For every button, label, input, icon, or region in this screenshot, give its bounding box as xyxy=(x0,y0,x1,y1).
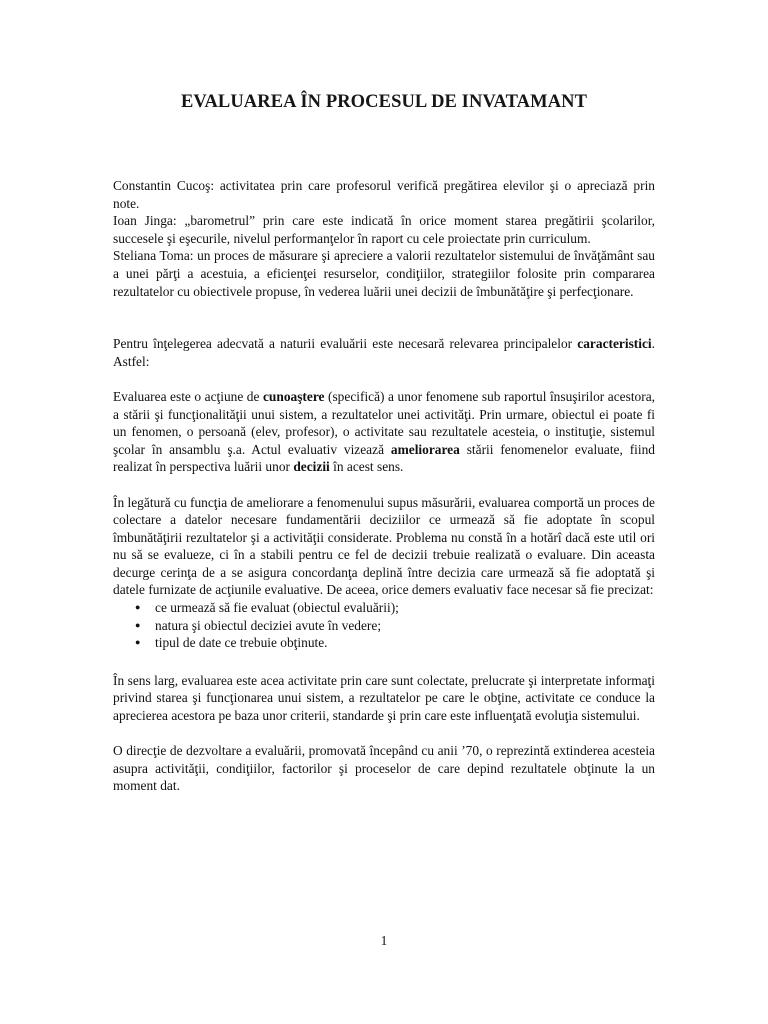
definition-cucos: Constantin Cucoş: activitatea prin care profesorul verifică pregătirea elevilor şi o apreciază prin note. xyxy=(113,178,655,211)
intro-bold-term: caracteristici xyxy=(577,336,652,352)
page-number: 1 xyxy=(380,933,388,948)
intro-paragraph xyxy=(113,335,655,370)
paragraph-directie: O direcţie de dezvoltare a evaluării, promovată începând cu anii ’70, o reprezintă extinderea acesteia asupra activităţii, condiţiilor, factorilor şi proceselor de care depind rezultatele obţinute la un moment dat. xyxy=(113,743,655,794)
page-title: EVALUAREA ÎN PROCESUL DE INVATAMANT xyxy=(180,92,588,112)
paragraph-cunoastere xyxy=(113,388,655,476)
p1-bold-cunoastere: cunoaştere xyxy=(262,388,325,404)
p1-text-4: în acest sens. xyxy=(329,459,404,475)
definition-toma: Steliana Toma: un proces de măsurare şi apreciere a valorii rezultatelor sistemului de învăţământ sau a unei părţi a acestuia, a eficienţei resurselor, condiţiilor, strategiilor folosite prin compararea rezultatelor cu obiectivele propuse, în vederea luării unei decizii de îmbunătăţire şi perfecţionare. xyxy=(113,248,655,299)
bullet-list xyxy=(113,599,655,652)
list-item: ● tipul de date ce trebuie obţinute. xyxy=(135,634,655,652)
definition-jinga: Ioan Jinga: „barometrul” prin care este indicată în orice moment starea pregătirii şcolarilor, succesele şi eşecurile, nivelul performanţelor în raport cu cele proiectate prin curriculum. xyxy=(113,213,655,246)
document-body xyxy=(113,177,655,795)
intro-text-before: Pentru înţelegerea adecvată a naturii evaluării este necesară relevarea principalelor xyxy=(113,336,578,352)
list-item: ● natura şi obiectul deciziei avute în vedere; xyxy=(135,617,655,635)
p1-text-1: Evaluarea este o acţiune de xyxy=(113,388,263,404)
paragraph-sens-larg: În sens larg, evaluarea este acea activitate prin care sunt colectate, prelucrate şi interpretate informaţi privind starea şi funcţionarea unui sistem, a rezultatelor pe care le obţine, activitate ce conduce la aprecierea acestora pe baza unor criterii, standarde şi prin care este influenţată evoluţia sistemului. xyxy=(113,672,655,724)
p1-bold-ameliorarea: ameliorarea xyxy=(390,441,460,457)
p1-text-3: stării fenomenelor evaluate, fiind realizat în perspectiva luării unor xyxy=(113,441,656,475)
p1-text-2: (specifică) a unor fenomene sub raportul însuşirilor acestora, a stării şi funcţionalităţii unui sistem, a rezultatelor unei activităţi. Prin urmare, obiectul ei poate fi un fenomen, o persoană (elev, profesor), o activitate sau rezultatele acesteia, o instituţie, sistemul şcolar în ansamblu ş.a. Actul evaluativ vizează xyxy=(113,388,655,457)
list-item: ● ce urmează să fie evaluat (obiectul evaluării); xyxy=(135,599,655,617)
paragraph-ameliorare: În legătură cu funcţia de ameliorare a fenomenului supus măsurării, evaluarea comportă un proces de colectare a datelor necesare fundamentării deciziilor ce urmează să fie adoptate în scopul îmbunătăţirii rezultatelor şi a activităţii considerate. Problema nu constă în a hotărî dacă este util ori nu să se evalueze, ci în a stabili pentru ce fel de decizii trebuie realizată o evaluare. Din aceasta decurge cerinţa de a se asigura concordanţa deplină între decizia care urmează să fie adoptată şi datele furnizate de acţiunile evaluative. De aceea, orice demers evaluativ face necesar să fie precizat: xyxy=(113,494,655,598)
intro-text-after: . Astfel: xyxy=(113,336,655,369)
p1-bold-decizii: decizii xyxy=(293,459,330,475)
